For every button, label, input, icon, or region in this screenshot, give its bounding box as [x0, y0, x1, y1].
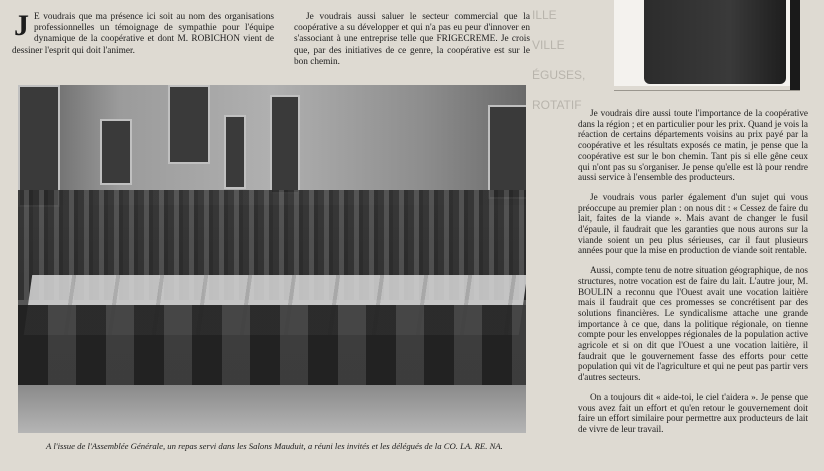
article-left-column — [12, 9, 274, 57]
banquet-photo — [18, 85, 526, 433]
header-fragment-line: ÉGUSES, ROTATIF — [532, 68, 586, 112]
photo-window — [100, 119, 132, 185]
prices-paragraph: Je voudrais dire aussi toute l'importance de la coopérative dans la région ; et en particulier pour les prix. Quand je vois la réaction de certains départements voisins au prix payé par la coopérative et les résultats exposés ce matin, je pense que la coopérative est sur le bon chemin. Tant pis si elle gêne ceux qui n'ont pas su s'organiser. Je pense qu'elle est là pour rendre aussi service à l'ensemble des producteurs. — [578, 108, 808, 183]
photo-chairs — [18, 305, 526, 395]
photo-window — [168, 85, 210, 164]
photo-window — [488, 105, 526, 199]
photo-window — [18, 85, 60, 207]
article-middle-column — [294, 12, 530, 68]
dairy-vocation-paragraph: Aussi, compte tenu de notre situation géographique, de nos structures, notre vocation est de faire du lait. L'autre jour, M. BOULIN a reconnu que l'Ouest avait une vocation laitière mais il faudrait que ces promesses se concrétisent par des solutions financières. Le syndicalisme attache une grande importance à ce que, dans la politique régionale, on tienne compte pour les enveloppes régionales de la population active agricole et si on dit que l'Ouest a une vocation laitière, il faudrait que le gouvernement fasse des efforts pour cette population qui vit de l'agriculture et qui ne peut pas partir vers d'autres secteurs. — [578, 265, 808, 383]
portrait-photo — [614, 0, 790, 86]
divider-rule — [614, 90, 800, 91]
photo-window — [270, 95, 300, 194]
milk-meat-paragraph: Je voudrais vous parler également d'un sujet qui vous préoccupe au premier plan : on nous dit : « Cessez de faire du lait, faites de la viande ». Mais avant de changer le fusil d'épaule, il faudrait que les garanties que nous aurons sur la viande soient un peu plus sérieuses, car il faut plusieurs années pour que la mise en production de viande soit rentable. — [578, 191, 808, 256]
page-edge-bar — [790, 0, 800, 90]
bleed-through-header — [532, 0, 612, 112]
header-fragment-line: VILLE — [532, 38, 565, 52]
header-fragment-line: ILLE — [532, 8, 557, 22]
photo-caption: A l'issue de l'Assemblée Générale, un repas servi dans les Salons Mauduit, a réuni les invités et les délégués de la CO. LA. RE. NA. — [46, 441, 503, 451]
government-effort-paragraph: On a toujours dit « aide-toi, le ciel t'aidera ». Je pense que vous avez fait un effort et qu'en retour le gouvernement doit faire un effort similaire pour permettre aux producteurs de lait de vivre de leur travail. — [578, 391, 808, 434]
commercial-paragraph: Je voudrais aussi saluer le secteur commercial que la coopérative a su développer et qui n'a pas eu peur d'innover en s'associant à une entreprise telle que FRIGECREME. Je crois que, par des initiatives de ce genre, la coopérative est sur le bon chemin. — [294, 12, 530, 67]
photo-window — [224, 115, 246, 189]
article-right-column — [578, 108, 808, 435]
drop-cap: J — [14, 9, 29, 42]
portrait-figure — [644, 0, 786, 84]
photo-floor — [18, 385, 526, 433]
intro-paragraph: E voudrais que ma présence ici soit au nom des organisations professionnelles un témoignage de sympathie pour l'équipe dynamique de la coopérative et dont M. ROBICHON vient de dessiner l'esprit qui doit l'animer. — [12, 12, 274, 56]
